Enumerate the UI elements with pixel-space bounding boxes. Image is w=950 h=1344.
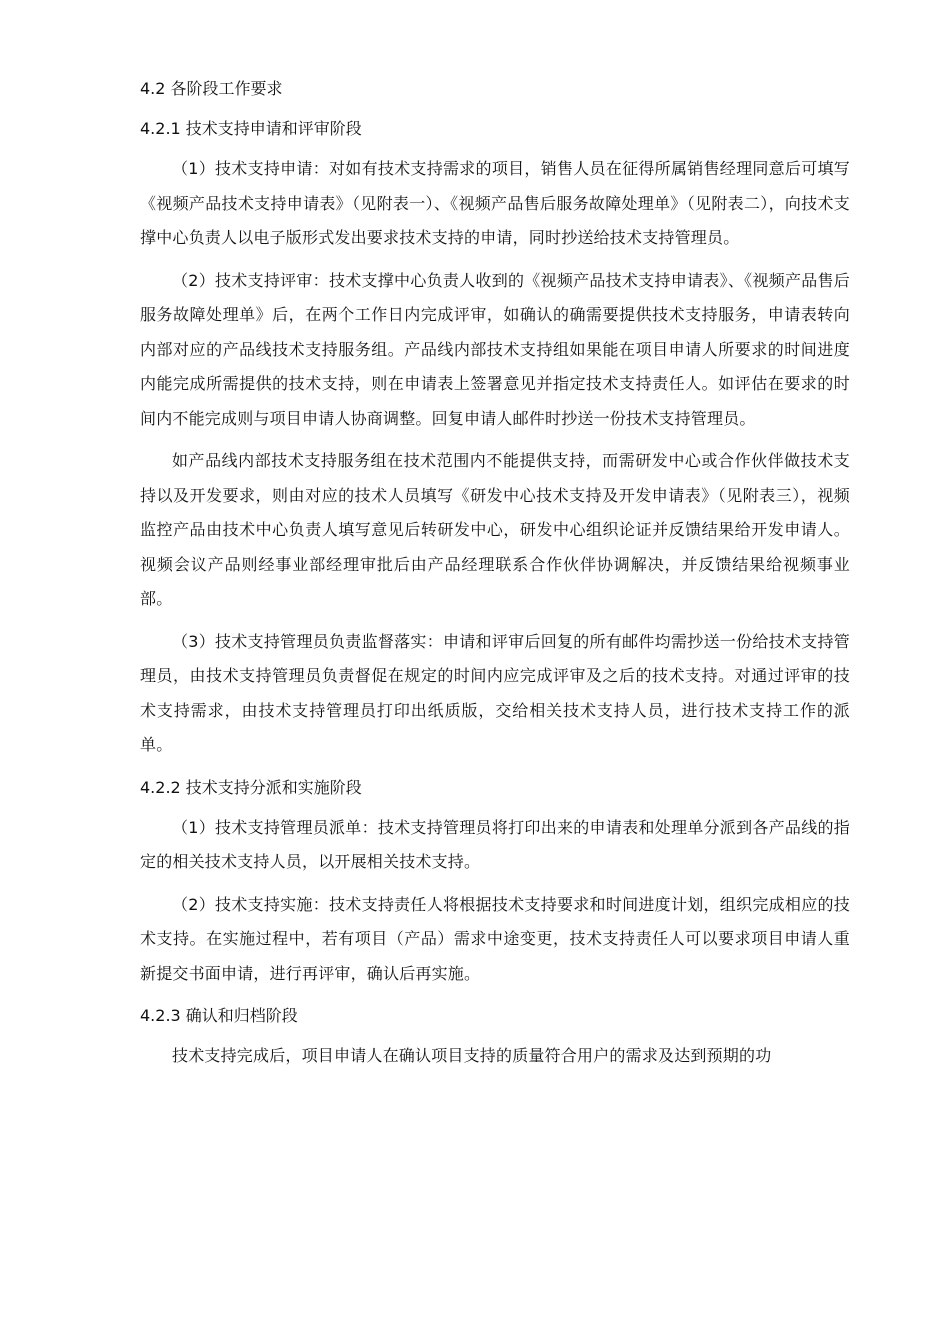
paragraph-confirmation: 技术支持完成后，项目申请人在确认项目支持的质量符合用户的需求及达到预期的功: [172, 1046, 772, 1065]
paragraph-rd-support: 如产品线内部技术支持服务组在技术范围内不能提供支持，而需研发中心或合作伙伴做技术支持以及开发要求，则由对应的技术人员填写《研发中心技术支持及开发申请表》（见附表三），视频监控产品由技术中心负责人填写意见后转研发中心，研发中心组织论证并反馈结果给开发申请人。视频会议产品则经事业部经理审批后由产品经理联系合作伙伴协调解决，并反馈结果给视频事业部。: [140, 451, 850, 608]
paragraph-support-implementation: （2）技术支持实施：技术支持责任人将根据技术支持要求和时间进度计划，组织完成相应的技术支持。在实施过程中，若有项目（产品）需求中途变更，技术支持责任人可以要求项目申请人重新提交书面申请，进行再评审，确认后再实施。: [140, 894, 850, 983]
section-heading-4-2-1: 4.2.1 技术支持申请和评审阶段: [140, 119, 362, 138]
paragraph-support-review: （2）技术支持评审：技术支撑中心负责人收到的《视频产品技术支持申请表》、《视频产品售后服务故障处理单》后，在两个工作日内完成评审，如确认的确需要提供技术支持服务，申请表转向内部对应的产品线技术支持服务组。产品线内部技术支持组如果能在项目申请人所要求的时间进度内能完成所需提供的技术支持，则在申请表上签署意见并指定技术支持责任人。如评估在要求的时间内不能完成则与项目申请人协商调整。回复申请人邮件时抄送一份技术支持管理员。: [140, 270, 850, 428]
section-heading-4-2-2: 4.2.2 技术支持分派和实施阶段: [140, 777, 362, 797]
document-page: [140, 72, 850, 1074]
section-heading-4-2-3: 4.2.3 确认和归档阶段: [140, 1006, 298, 1025]
paragraph-support-application: （1）技术支持申请：对如有技术支持需求的项目，销售人员在征得所属销售经理同意后可填写《视频产品技术支持申请表》（见附表一）、《视频产品售后服务故障处理单》（见附表二），向技术支撑中心负责人以电子版形式发出要求技术支持的申请，同时抄送给技术支持管理员。: [140, 159, 850, 247]
paragraph-admin-dispatch: （1）技术支持管理员派单：技术支持管理员将打印出来的申请表和处理单分派到各产品线的指定的相关技术支持人员，以开展相关技术支持。: [140, 817, 850, 871]
paragraph-admin-supervision: （3）技术支持管理员负责监督落实：申请和评审后回复的所有邮件均需抄送一份给技术支持管理员，由技术支持管理员负责督促在规定的时间内应完成评审及之后的技术支持。对通过评审的技术支持需求，由技术支持管理员打印出纸质版，交给相关技术支持人员，进行技术支持工作的派单。: [140, 631, 850, 754]
section-heading-4-2: 4.2 各阶段工作要求: [140, 79, 283, 98]
